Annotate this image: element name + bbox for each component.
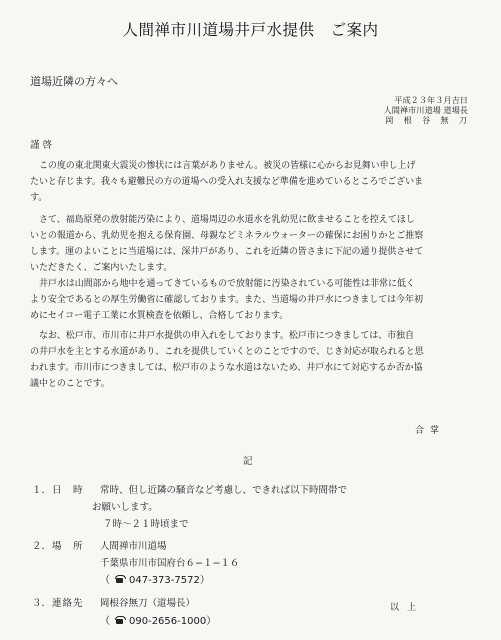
notice-heading: 記 — [243, 456, 253, 467]
item-3-label: 連絡先 — [52, 598, 84, 609]
paragraph-1-line-2: たいと存じます。我々も避難民の方の道場への受入れ支援など準備を進めているところでございま — [30, 177, 423, 187]
item-2-line-2: 千葉県市川市国府台６−１−１６ — [100, 558, 240, 569]
paragraph-1-line-3: す。 — [30, 193, 48, 203]
paragraph-3-line-2: の井戸水を主とする水道があり、これを提供していくとのことですので、じき対応が取られると思 — [30, 347, 424, 357]
item-3-phone-number: 090-2656-1000 — [129, 616, 207, 627]
item-3-line-1: 岡根谷無刀（道場長） — [100, 598, 196, 609]
sender-block — [384, 95, 468, 125]
telephone-icon — [114, 575, 125, 584]
document-title: 人間禅市川道場井戸水提供 ご案内 — [122, 21, 379, 39]
paragraph-3-line-1: なお、松戸市、市川市に井戸水提供の申入れをしております。松戸市につきましては、市独自 — [30, 331, 414, 341]
item-2-line-1: 人間禅市川道場 — [100, 541, 167, 552]
item-1-line-2: お願いします。 — [92, 502, 158, 513]
opening-greeting: 謹啓 — [30, 140, 56, 151]
item-2-number: ２． — [32, 541, 52, 552]
paragraph-2-line-5: 井戸水は山間部から地中を通ってきているもので放射能に汚染されている可能性は非常に低く — [30, 279, 415, 289]
paragraph-1-line-1: この度の東北関東大震災の惨状には言葉がありません。被災の皆様に心からお見舞い申し上げ — [30, 161, 416, 171]
closing-word: 合掌 — [415, 426, 446, 436]
date-line: 平成２３年３月吉日 — [394, 95, 468, 105]
paragraph-3-line-3: われます。市川市につきましては、松戸市のような水道はないため、井戸水にて対応するか否か協 — [30, 363, 423, 373]
item-3-number: ３． — [32, 598, 52, 609]
item-1-label: 日 時 — [52, 485, 84, 496]
end-mark: 以上 — [390, 603, 425, 613]
paragraph-2-line-7: めにセイコー電子工業に水質検査を依頼し、合格しております。 — [30, 311, 289, 321]
item-3-phone-row: （ 090-2656-1000） — [100, 616, 217, 627]
item-2-label: 場 所 — [52, 541, 84, 552]
paragraph-2-line-4: いただきたく、ご案内いたします。 — [30, 263, 173, 273]
telephone-icon — [114, 616, 125, 625]
item-1-number: １． — [32, 485, 52, 496]
sender-org: 人間禅市川道場 道場長 — [383, 105, 468, 115]
paragraph-2-line-1: さて、福島原発の放射能汚染により、道場周辺の水道水を乳幼児に飲ませることを控えてほし — [30, 215, 415, 225]
paragraph-2-line-2: いとの報道から、乳幼児を抱える保育園、母親などミネラルウォーターの確保にお困りかとご推察 — [30, 231, 424, 241]
item-1-line-1: 常時、但し近隣の騒音など考慮し、できれば以下時間帯で — [100, 485, 348, 496]
item-2-phone-number: 047-373-7572 — [129, 575, 200, 586]
item-1-line-3: ７時〜２１時頃まで — [103, 519, 189, 530]
item-2-phone-row: （ 047-373-7572） — [100, 575, 210, 586]
paragraph-2-line-6: より安全であるとの厚生労働省に確認しております。また、当道場の井戸水につきましては今年初 — [30, 295, 423, 305]
sender-name: 岡 根 谷 無 刀 — [385, 115, 468, 125]
recipient-line: 道場近隣の方々へ — [30, 75, 118, 88]
paragraph-3-line-4: 議中とのことです。 — [30, 379, 110, 389]
paragraph-2-line-3: します。運のよいことに当道場には、深井戸があり、これを近隣の皆さまに下記の通り提供させて — [30, 247, 424, 257]
